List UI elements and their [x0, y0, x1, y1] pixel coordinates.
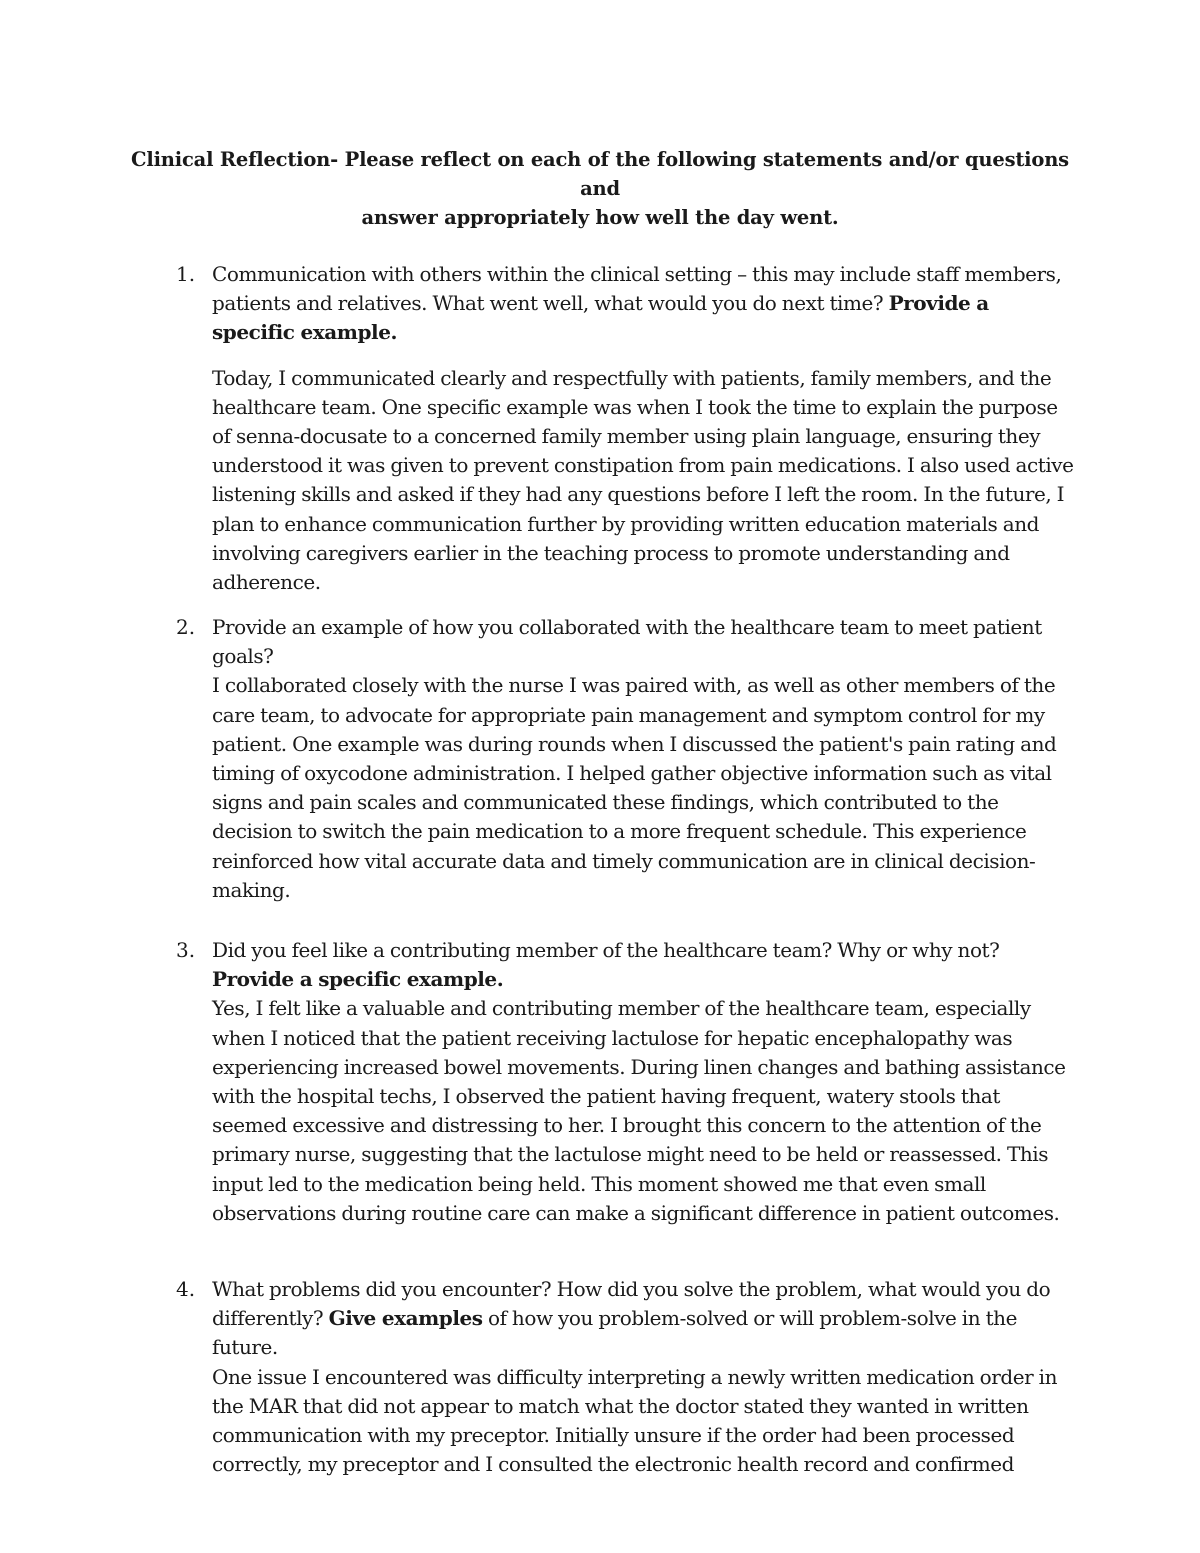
answer-text: I collaborated closely with the nurse I was paired with, as well as other members of the care team, to advocate for appropriate pain management and symptom control for my patient. One example was during rounds when I discussed the patient's pain rating and timing of oxycodone administration. I helped gather objective information such as vital signs and pain scales and communicated these findings, which contributed to the decision to switch the pain medication to a more frequent schedule. This experience reinforced how vital accurate data and timely communication are in clinical decision-making.	[212, 673, 1057, 902]
question-text	[212, 260, 1074, 348]
item-number: 2.	[176, 615, 196, 639]
item-body	[212, 936, 1074, 1228]
item-number: 1.	[176, 262, 196, 286]
document-title	[130, 145, 1070, 232]
answer-text: One issue I encountered was difficulty interpreting a newly written medication order in the MAR that did not appear to match what the doctor stated they wanted in written communication with my preceptor. Initially unsure if the order had been processed correctly, my preceptor and I consulted the electronic health record and confirmed	[212, 1364, 1058, 1477]
title-line-1: Clinical Reflection- Please reflect on each of the following statements and/or questions and	[131, 148, 1069, 200]
title-line-2: answer appropriately how well the day went.	[361, 206, 839, 229]
question-emphasis: Give examples	[328, 1306, 483, 1331]
question-text-part: Communication with others within the clinical setting – this may include staff members, patients and relatives. What went well, what would you do next time?	[212, 262, 1062, 316]
item-body	[212, 1275, 1074, 1479]
question-text: Provide an example of how you collaborated with the healthcare team to meet patient goals?	[212, 615, 1042, 669]
question-text-part: What problems did you encounter? How did you solve the problem, what would you do differently?	[212, 1277, 1051, 1331]
item-body	[212, 260, 1074, 597]
answer-text: Today, I communicated clearly and respectfully with patients, family members, and the healthcare team. One specific example was when I took the time to explain the purpose of senna-docusate to a concerned family member using plain language, ensuring they understood it was given to prevent constipation from pain medications. I also used active listening skills and asked if they had any questions before I left the room. In the future, I plan to enhance communication further by providing written education materials and involving caregivers earlier in the teaching process to promote understanding and adherence.	[212, 365, 1074, 595]
answer-text: Yes, I felt like a valuable and contributing member of the healthcare team, especially when I noticed that the patient receiving lactulose for hepatic encephalopathy was experiencing increased bowel movements. During linen changes and bathing assistance with the hospital techs, I observed the patient having frequent, watery stools that seemed excessive and distressing to her. I brought this concern to the attention of the primary nurse, suggesting that the lactulose might need to be held or reassessed. This input led to the medication being held. This moment showed me that even small observations during routine care can make a significant difference in patient outcomes.	[212, 996, 1066, 1225]
item-number: 3.	[176, 938, 196, 962]
question-text: Did you feel like a contributing member of the healthcare team? Why or why not?	[212, 938, 1000, 962]
question-emphasis: Provide a specific example.	[212, 291, 989, 345]
question-text	[212, 1275, 1074, 1363]
item-body	[212, 613, 1074, 905]
item-number: 4.	[176, 1277, 196, 1301]
question-text-part: of how you problem-solved or will problem-solve in the future.	[212, 1306, 1017, 1360]
question-emphasis: Provide a specific example.	[212, 967, 504, 992]
